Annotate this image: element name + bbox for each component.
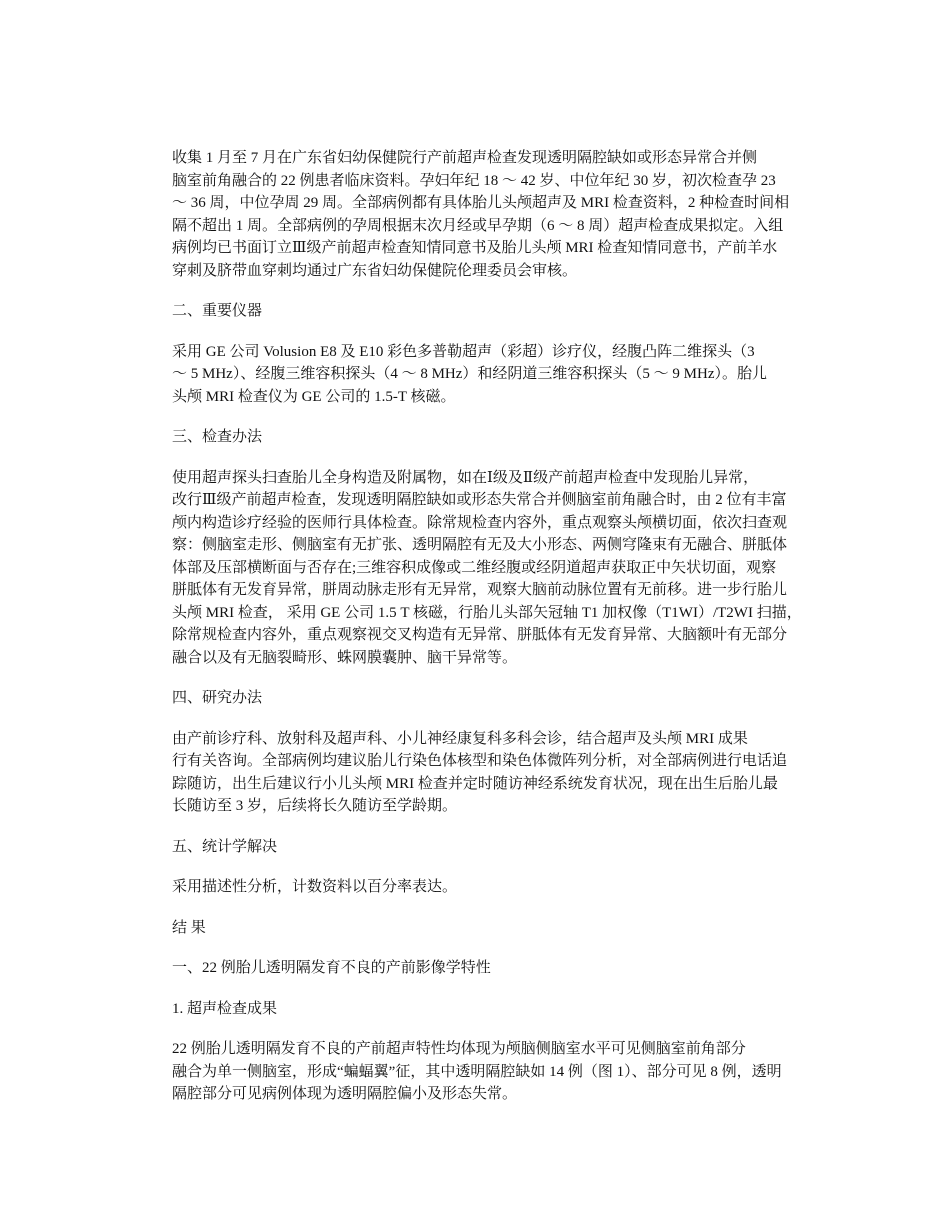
text-line: 融合以及有无脑裂畸形、蛛网膜囊肿、脑干异常等。 bbox=[172, 649, 518, 666]
text-line: 除常规检查内容外，重点观察视交叉构造有无异常、胼胝体有无发育异常、大脑额叶有无部分 bbox=[172, 627, 788, 643]
paragraph-statistics bbox=[142, 876, 808, 899]
section-heading-statistics: 五、统计学解决 bbox=[172, 838, 278, 855]
text-line: 隔不超出 1 周。全部病例的孕周根据末次月经或早孕期（6 ～ 8 周）超声检查成果拟定。入组 bbox=[172, 217, 784, 234]
text-line: ～ 36 周，中位孕周 29 周。全部病例都有具体胎儿头颅超声及 MRI 检查资料，2 种检查时间相 bbox=[172, 195, 790, 211]
paragraph-instruments bbox=[142, 341, 808, 409]
subsection-heading-imaging: 一、22 例胎儿透明隔发育不良的产前影像学特性 bbox=[172, 960, 491, 976]
paragraph-methods bbox=[142, 467, 808, 670]
text-line: 行有关咨询。全部病例均建议胎儿行染色体核型和染色体微阵列分析，对全部病例进行电话追 bbox=[172, 753, 788, 769]
text-line: 融合为单一侧脑室，形成“蝙蝠翼”征，其中透明隔腔缺如 14 例（图 1）、部分可见 8 例，透明 bbox=[172, 1063, 782, 1080]
text-line: 脑室前角融合的 22 例患者临床资料。孕妇年纪 18 ～ 42 岁、中位年纪 30 岁，初次检查孕 23 bbox=[172, 172, 776, 189]
text-line: 病例均已书面订立Ⅲ级产前超声检查知情同意书及胎儿头颅 MRI 检查知情同意书，产前羊水 bbox=[172, 240, 778, 256]
text-line: 隔腔部分可见病例体现为透明隔腔偏小及形态失常。 bbox=[172, 1086, 518, 1102]
document-page bbox=[142, 147, 808, 1124]
text-line: 长随访至 3 岁，后续将长久随访至学龄期。 bbox=[172, 798, 458, 814]
section-heading-research: 四、研究办法 bbox=[172, 690, 263, 706]
text-line: 颅内构造诊疗经验的医师行具体检查。除常规检查内容外，重点观察头颅横切面，依次扫查观 bbox=[172, 514, 788, 531]
text-line: 头颅 MRI 检查， 采用 GE 公司 1.5 T 核磁，行胎儿头部矢冠轴 T1 加权像（T1WI）/T2WI 扫描， bbox=[172, 604, 802, 621]
text-line: 22 例胎儿透明隔发育不良的产前超声特性均体现为颅脑侧脑室水平可见侧脑室前角部分 bbox=[172, 1041, 746, 1057]
paragraph-research bbox=[142, 728, 808, 818]
section-heading-methods: 三、检查办法 bbox=[172, 429, 263, 445]
text-line: 使用超声探头扫查胎儿全身构造及附属物，如在Ⅰ级及Ⅱ级产前超声检查中发现胎儿异常， bbox=[172, 469, 759, 486]
text-line: 由产前诊疗科、放射科及超声科、小儿神经康复科多科会诊，结合超声及头颅 MRI 成果 bbox=[172, 730, 748, 747]
section-heading-instruments: 二、重要仪器 bbox=[172, 303, 263, 319]
paragraph-ultrasound-results bbox=[142, 1038, 808, 1106]
text-line: ～ 5 MHz）、经腹三维容积探头（4 ～ 8 MHz）和经阴道三维容积探头（5 ～ 9 MHz）。胎儿 bbox=[172, 366, 767, 382]
text-line: 头颅 MRI 检查仪为 GE 公司的 1.5-T 核磁。 bbox=[172, 388, 456, 405]
text-line: 胼胝体有无发育异常，胼周动脉走形有无异常，观察大脑前动脉位置有无前移。进一步行胎儿 bbox=[172, 582, 788, 598]
text-line: 改行Ⅲ级产前超声检查，发现透明隔腔缺如或形态失常合并侧脑室前角融合时，由 2 位有丰富 bbox=[172, 492, 787, 508]
paragraph-patient-data bbox=[142, 147, 808, 282]
text-line: 采用描述性分析，计数资料以百分率表达。 bbox=[172, 879, 458, 895]
text-line: 察：侧脑室走形、侧脑室有无扩张、透明隔腔有无及大小形态、两侧穹隆束有无融合、胼胝体 bbox=[172, 537, 788, 553]
text-line: 踪随访，出生后建议行小儿头颅 MRI 检查并定时随访神经系统发育状况，现在出生后胎儿最 bbox=[172, 775, 778, 792]
text-line: 体部及压部横断面与否存在;三维容积成像或二维经腹或经阴道超声获取正中矢状切面，观察 bbox=[172, 559, 777, 576]
text-line: 采用 GE 公司 Volusion E8 及 E10 彩色多普勒超声（彩超）诊疗仪，经腹凸阵二维探头（3 bbox=[172, 343, 755, 360]
text-line: 收集 1 月至 7 月在广东省妇幼保健院行产前超声检查发现透明隔腔缺如或形态异常合并侧 bbox=[172, 150, 758, 166]
text-line: 穿刺及脐带血穿刺均通过广东省妇幼保健院伦理委员会审核。 bbox=[172, 262, 578, 279]
section-heading-results: 结 果 bbox=[172, 919, 206, 936]
subsection-heading-ultrasound: 1. 超声检查成果 bbox=[172, 1000, 278, 1017]
